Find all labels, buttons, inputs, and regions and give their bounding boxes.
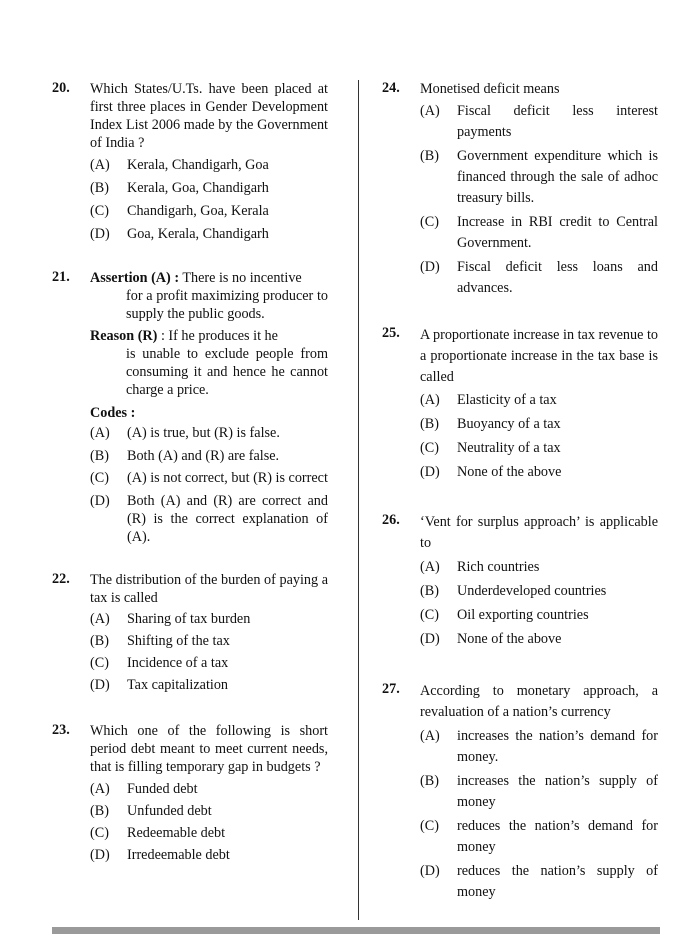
option-b[interactable]: (B) Buoyancy of a tax — [420, 416, 561, 432]
question-23 — [52, 722, 328, 866]
reason: Reason (R) : If he produces it he is unable to exclude people from consuming it and hence he cannot charge a price. — [90, 328, 328, 398]
option-a[interactable]: (A) Elasticity of a tax — [420, 392, 557, 408]
option-c[interactable]: (C) Neutrality of a tax — [420, 440, 561, 456]
option-a[interactable]: (A) Fiscal deficit less interest payments — [420, 103, 658, 140]
assertion: Assertion (A) : There is no incentive for a profit maximizing producer to supply the public goods. — [90, 270, 328, 322]
option-d[interactable]: (D) None of the above — [420, 631, 562, 647]
question-stem: Monetised deficit means — [420, 81, 560, 97]
option-d[interactable]: (D) Both (A) and (R) are correct and (R) is the correct explanation of (A). — [90, 493, 328, 545]
option-d[interactable]: (D) None of the above — [420, 464, 562, 480]
option-b[interactable]: (B) Both (A) and (R) are false. — [90, 448, 280, 464]
question-stem: ‘Vent for surplus approach’ is applicable to — [420, 514, 658, 551]
option-b[interactable]: (B) Unfunded debt — [90, 803, 212, 819]
option-b[interactable]: (B) increases the nation’s supply of money — [420, 773, 658, 810]
option-b[interactable]: (B) Kerala, Goa, Chandigarh — [90, 180, 269, 196]
question-21 — [52, 269, 328, 546]
question-stem: Which States/U.Ts. have been placed at first three places in Gender Development Index List 2006 made by the Government of India ? — [90, 81, 328, 151]
question-stem: According to monetary approach, a revaluation of a nation’s currency — [420, 683, 658, 720]
question-stem: Which one of the following is short period debt meant to meet current needs, that is filling temporary gap in budgets ? — [90, 723, 328, 775]
option-d[interactable]: (D) Tax capitalization — [90, 677, 229, 693]
option-b[interactable]: (B) Shifting of the tax — [90, 633, 230, 649]
option-c[interactable]: (C) Increase in RBI credit to Central Government. — [420, 214, 658, 251]
question-number: 25. — [382, 325, 400, 341]
question-22 — [52, 571, 328, 696]
question-20 — [52, 80, 328, 245]
question-stem: The distribution of the burden of paying a tax is called — [90, 572, 328, 606]
option-a[interactable]: (A) increases the nation’s demand for money. — [420, 728, 658, 765]
option-c[interactable]: (C) Chandigarh, Goa, Kerala — [90, 203, 269, 219]
reason-label: Reason (R) — [90, 328, 158, 344]
option-a[interactable]: (A) Funded debt — [90, 781, 198, 797]
question-number: 20. — [52, 80, 70, 96]
question-number: 22. — [52, 571, 70, 587]
option-a[interactable]: (A) Sharing of tax burden — [90, 611, 251, 627]
question-stem: A proportionate increase in tax revenue to a proportionate increase in the tax base is called — [420, 327, 658, 385]
question-26 — [382, 512, 658, 650]
option-a[interactable]: (A) Rich countries — [420, 559, 540, 575]
option-d[interactable]: (D) Fiscal deficit less loans and advances. — [420, 259, 658, 296]
option-a[interactable]: (A) Kerala, Chandigarh, Goa — [90, 157, 269, 173]
option-b[interactable]: (B) Underdeveloped countries — [420, 583, 607, 599]
page-bottom-rule — [52, 927, 660, 934]
question-24 — [382, 80, 658, 299]
option-d[interactable]: (D) Irredeemable debt — [90, 847, 230, 863]
option-c[interactable]: (C) (A) is not correct, but (R) is correct — [90, 470, 328, 486]
left-column — [52, 80, 328, 866]
option-d[interactable]: (D) Goa, Kerala, Chandigarh — [90, 226, 269, 242]
question-number: 27. — [382, 681, 400, 697]
question-number: 23. — [52, 722, 70, 738]
question-number: 21. — [52, 269, 70, 285]
column-divider — [358, 80, 359, 920]
question-25 — [382, 325, 658, 483]
option-c[interactable]: (C) reduces the nation’s demand for money — [420, 818, 658, 855]
option-d[interactable]: (D) reduces the nation’s supply of money — [420, 863, 658, 900]
right-column — [382, 80, 658, 903]
question-number: 24. — [382, 80, 400, 96]
option-b[interactable]: (B) Government expenditure which is financed through the sale of adhoc treasury bills. — [420, 148, 658, 206]
option-a[interactable]: (A) (A) is true, but (R) is false. — [90, 425, 280, 441]
option-c[interactable]: (C) Redeemable debt — [90, 825, 226, 841]
option-c[interactable]: (C) Incidence of a tax — [90, 655, 229, 671]
question-number: 26. — [382, 512, 400, 528]
option-c[interactable]: (C) Oil exporting countries — [420, 607, 589, 623]
question-27 — [382, 681, 658, 903]
codes-label: Codes : — [90, 405, 136, 421]
assertion-label: Assertion (A) : — [90, 270, 180, 286]
